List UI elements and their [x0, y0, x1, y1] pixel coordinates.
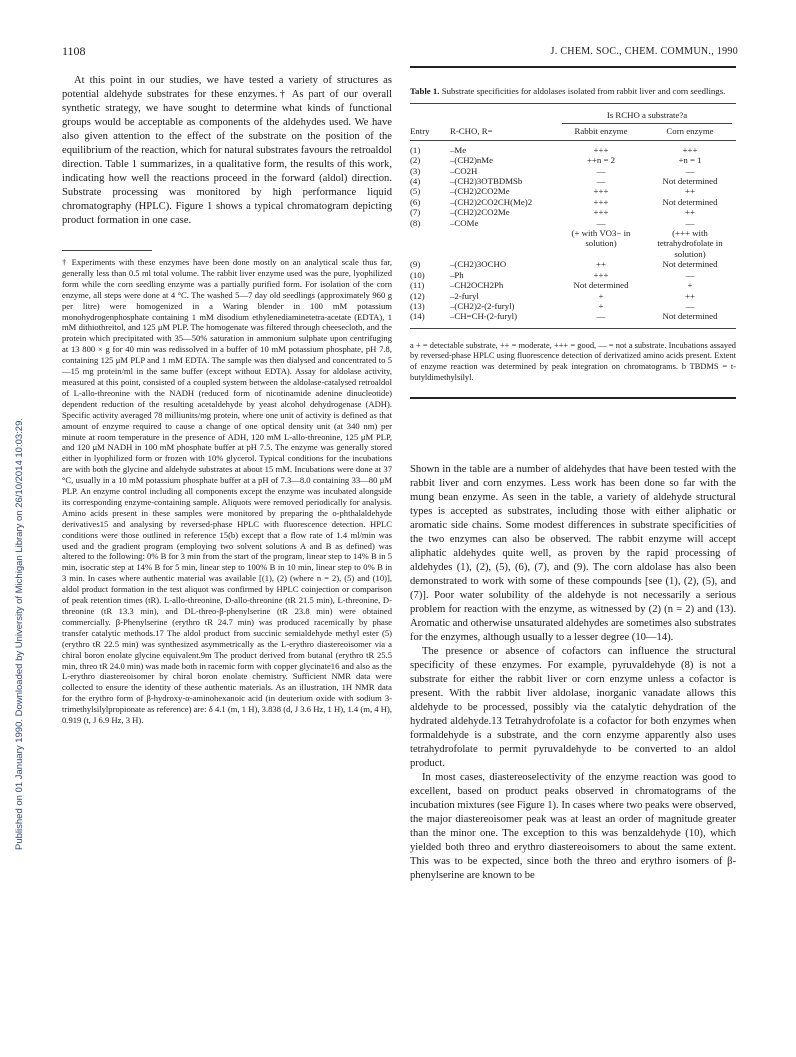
paragraph-3: In most cases, diastereoselectivity of the enzyme reaction was good to excellent, based on product peaks observed in chromatograms of the incubation mixtures (see Figure 1). In cases where two peaks were observed, the major diastereoisomer peak was at least an order of magnitude greater than the minor one. The exception to this was benzaldehyde (10), which yielded both threo and erythro diastereoisomers to about the same extent. This was to be expected, since both the threo and erythro isomers of β-phenylserine are known to be [410, 772, 736, 882]
corn-cell: ++ [685, 290, 695, 301]
table-row [410, 186, 736, 196]
corn-cell: Not determined [662, 259, 718, 270]
paragraph-1: Shown in the table are a number of aldehydes that have been tested with the rabbit liver and corn enzymes. Less work has been done so far with the mung bean enzyme. As seen in the table, a variety of aldehyde structural types is accepted as substrates, including those with either aliphatic or aromatic side chains. Some modest differences in substrate specificities of the two enzymes can also be observed. The rabbit enzyme will accept aliphatic aldehydes quite well, as proven by the rapid processing of aldehydes (1), (2), (5), (6), (7), and (9). The corn aldolase has also been demonstrated to work with some of these compounds [see (1), (2), (5), and (7)]. Poor water solubility of the aldehyde is not necessarily a serious problem for reaction with the enzyme, as witnessed by (2) (n = 2) and (13). Aromatic and otherwise unsaturated aldehydes are sometimes also substrates for the enzymes, although usually to a lesser degree (10—14). [410, 464, 736, 644]
entry-cell: (7) [410, 207, 421, 218]
rabbit-cell: +++ [593, 186, 609, 197]
col-header-entry: Entry [410, 126, 430, 137]
rabbit-cell: +++ [593, 207, 609, 218]
table-row [410, 145, 736, 155]
entry-cell: (10) [410, 269, 425, 280]
corn-cell: — [685, 269, 695, 280]
table-row [410, 280, 736, 290]
corn-cell: — [685, 165, 695, 176]
r-group-cell: –(CH2)nMe [450, 155, 494, 166]
rabbit-cell: (+ with VO3− in solution) [571, 228, 631, 249]
table-notes: a + = detectable substrate, ++ = moderate, +++ = good, — = not a substrate. Incubations assayed by reversed-phase HPLC using fluorescence detection of derivatized amino acids present. Extent of enzyme reaction was determined by peak integration on chromatograms. b TBDMS = t-butyldimethylsilyl. [410, 340, 736, 382]
footnote: † Experiments with these enzymes have been done mostly on an analytical scale thus far, generally less than 0.5 ml total volume. The rabbit liver enzyme used was the pure, lyophilized form while the corn seedling enzyme was a partially purified form. For isolation of the corn enzyme, all steps were done at 4 °C. The washed 5—7 day old seedlings (approximately 960 g per litre) were homogenized in a Waring blender in 100 mM potassium monohydrogenphosphate containing 1 mM disodium ethylenediaminetetra-acetate (EDTA), 1 mM dithiothreitol, and 125 μM PLP. The homogenate was filtered through cheesecloth, and the protein which precipitated with 35—50% saturation in ammonium sulphate upon centrifuging at 13 800 × g for 40 min was redissolved in a buffer of 10 mM potassium phosphate, pH 7.8, containing 125 μM PLP and 1 mM EDTA. The sample was then dialysed and concentrated to 5—15 mg protein/ml in the same buffer (except without EDTA). Assay for aldolase activity, measured at this point, consisted of a coupled system between the aldolase-catalysed retroaldol of L-allo-threonine with the NADH (reduced form of nicotinamide adenine dinucleotide) dependent reduction of the resulting acetaldehyde by yeast alcohol dehydrogenase (ADH). Specific activity averaged 78 milliunits/mg protein, where one unit of activity is defined as that amount of enzyme required to cause a change of one optical density unit (at 340 nm) per minute at room temperature in the presence of ADH, 120 mM L-allo-threonine, 125 μM PLP, and 120 μM NADH in 100 mM phosphate buffer at pH 7.5. The enzyme was generally stored either in lyophilized form or frozen with 10% glycerol. Typical conditions for the incubations are with both the glycine and aldehyde substrates at about 15 mM. Incubations were done at 37 °C, usually in a 10 mM potassium phosphate buffer at a pH of 7.3—8.0 containing 33—80 μM PLP. An enzyme control including all components except the enzyme was incubated alongside its corresponding enzyme-containing sample. Aliquots were removed periodically for analysis. Amino acids present in these samples were monitored by preparing the o-phthalaldehyde derivatives15 and analysing by reversed-phase HPLC with fluorescence detection. HPLC conditions were those outlined in reference 15(b) except that a flow rate of 1.4 ml/min was used and the gradient program (employing two solvent solutions A and B as defined) was altered to the following: 0% B for 3 min from the start of the program, linear step to 14% B in 5 min, isocratic step at 14% B for 5 min, linear step to 100% B in 10 min, linear step to 0% B in 3 min. In cases where authentic material was available [(1), (2) (where n = 2), (5) and (10)], aldol product formation in the test aliquot was confirmed by HPLC coinjection or comparison of peak retention times (tR). L-allo-threonine, D-allo-threonine (tR 21.5 min), L-threonine, D-threonine (tR 13.3 min), and DL-threo-β-phenylserine (tR 23.8 min) were obtained commercially. β-Phenylserine (erythro tR 24.7 min) was produced racemically by phase transfer catalytic methods.17 The aldol product from succinic semialdehyde methyl ester (5) (erythro tR 22.5 min) was synthesized asymmetrically as the L-erythro diastereoisomer via a chiral boron enolate glycine equivalent.9m The product derived from butanal (erythro tR 25.5 min, threo tR 24.0 min) was made both in racemic form with copper glycinate16 and also as the L-erythro diastereoisomer by chiral boron enolate chemistry. Sufficient NMR data were collected to ensure the identity of these authentic materials. As an illustration, 1H NMR data for the erythro form of β-hydroxy-α-aminohexanoic acid (in deuterium oxide with sodium 3-trimethylsilylpropionate as reference) are: δ 4.1 (m, 1 H), 3.838 (d, J 3.6 Hz, 1 H), 1.4 (m, 4 H), 0.919 (t, J 6.9 Hz, 3 H). [62, 257, 392, 726]
corn-cell: Not determined [662, 196, 718, 207]
corn-cell: ++ [685, 186, 695, 197]
r-group-cell: –COMe [450, 217, 479, 228]
corn-cell: +n = 1 [678, 155, 702, 166]
table-row [410, 291, 736, 301]
rabbit-cell: + [598, 300, 604, 311]
rabbit-cell: Not determined [573, 280, 629, 291]
table-row [410, 259, 736, 269]
r-group-cell: –(CH2)2CO2CH(Me)2 [450, 196, 533, 207]
rabbit-cell: +++ [593, 144, 609, 155]
corn-cell: + [687, 280, 693, 291]
right-column [410, 62, 736, 883]
entry-cell: (1) [410, 144, 421, 155]
entry-cell: (6) [410, 196, 421, 207]
left-column [62, 62, 392, 726]
r-group-cell: –(CH2)2-(2-furyl) [450, 300, 515, 311]
table-top-rule [410, 66, 736, 68]
rabbit-cell: ++ [596, 259, 606, 270]
journal-header: J. CHEM. SOC., CHEM. COMMUN., 1990 [550, 46, 738, 57]
r-group-cell: –(CH2)3OTBDMSb [450, 176, 523, 187]
table-row [410, 207, 736, 217]
r-group-cell: –Me [450, 144, 467, 155]
table-row [410, 166, 736, 176]
entry-cell: (8) [410, 217, 421, 228]
entry-cell [410, 228, 450, 259]
r-group-cell: –(CH2)3OCHO [450, 259, 507, 270]
r-group-cell: –2-furyl [450, 290, 479, 301]
r-group-cell: –CO2H [450, 165, 478, 176]
table-row [410, 311, 736, 321]
r-group-cell: –CH2OCH2Ph [450, 280, 504, 291]
table-end-rule [410, 397, 736, 399]
table-row [410, 176, 736, 186]
table-row [410, 228, 736, 259]
spanning-header: Is RCHO a substrate?a [606, 110, 688, 120]
r-group-cell [450, 228, 558, 259]
table-row [410, 301, 736, 311]
corn-cell: Not determined [662, 176, 718, 187]
page-number: 1108 [62, 44, 86, 58]
corn-cell: — [685, 300, 695, 311]
rabbit-cell: — [596, 217, 606, 228]
table-header-rule [410, 103, 736, 104]
entry-cell: (12) [410, 290, 425, 301]
entry-cell: (5) [410, 186, 421, 197]
table-bottom-rule [410, 328, 736, 329]
download-watermark [4, 150, 25, 870]
footnote-divider [62, 250, 152, 251]
table-label: Table 1. [410, 86, 440, 96]
rabbit-cell: — [596, 311, 606, 322]
rabbit-cell: + [598, 290, 604, 301]
rabbit-cell: +++ [593, 269, 609, 280]
corn-cell: ++ [685, 207, 695, 218]
intro-paragraph: At this point in our studies, we have tested a variety of structures as potential aldehyde substrates for these enzymes.† As part of our overall synthetic strategy, we have sought to determine what kinds of functional groups would be acceptable as components of the aldehydes used. We have also given attention to the effect of the substrate on the position of the equilibrium of the reaction, which for natural substrates favours the retroaldol direction. Table 1 summarizes, in a qualitative form, the results of this work, indicating how well the reactions proceed in the forward (aldol) direction. Substrate processing was monitored by high performance liquid chromatography (HPLC). Figure 1 shows a typical chromatogram depicting product formation in one case. [62, 75, 392, 226]
corn-cell: — [685, 217, 695, 228]
entry-cell: (3) [410, 165, 421, 176]
entry-cell: (13) [410, 300, 425, 311]
col-header-r: R-CHO, R= [450, 126, 493, 137]
entry-cell: (14) [410, 311, 425, 322]
r-group-cell: –(CH2)2CO2Me [450, 207, 510, 218]
table-caption [410, 86, 736, 97]
paragraph-2: The presence or absence of cofactors can influence the structural specificity of these enzymes. For example, pyruvaldehyde (8) is not a substrate for either the rabbit liver or corn enzyme unless a cofactor is present. With the rabbit liver aldolase, inorganic vanadate allows this aldehyde to be processed, possibly via the catalytic dehydration of the hydrated aldehyde.13 Tetrahydrofolate is a cofactor for both enzymes when formaldehyde is a substrate, and the corn enzyme apparently also uses tetrahydrofolate to permit pyruvaldehyde to be converted to an aldol product. [410, 646, 736, 770]
entry-cell: (9) [410, 259, 421, 270]
substrate-table [410, 110, 736, 322]
r-group-cell: –Ph [450, 269, 464, 280]
corn-cell: +++ [682, 144, 698, 155]
table-row [410, 155, 736, 165]
corn-cell: Not determined [662, 311, 718, 322]
rabbit-cell: — [596, 165, 606, 176]
r-group-cell: –CH=CH-(2-furyl) [450, 311, 518, 322]
entry-cell: (4) [410, 176, 421, 187]
entry-cell: (11) [410, 280, 425, 291]
col-header-corn: Corn enzyme [666, 126, 714, 137]
table-row [410, 197, 736, 207]
rabbit-cell: — [596, 176, 606, 187]
table-row [410, 218, 736, 228]
rabbit-cell: +++ [593, 196, 609, 207]
table-caption-text: Substrate specificities for aldolases isolated from rabbit liver and corn seedlings. [441, 86, 726, 96]
corn-cell: (+++ with tetrahydrofolate in solution) [657, 228, 723, 259]
entry-cell: (2) [410, 155, 421, 166]
rabbit-cell: ++n = 2 [586, 155, 616, 166]
col-header-rabbit: Rabbit enzyme [574, 126, 628, 137]
r-group-cell: –(CH2)2CO2Me [450, 186, 510, 197]
download-watermark-text: Published on 01 January 1990. Downloaded by University of Michigan Library on 26/10/2014 10:03:29. [14, 417, 25, 850]
table-row [410, 270, 736, 280]
